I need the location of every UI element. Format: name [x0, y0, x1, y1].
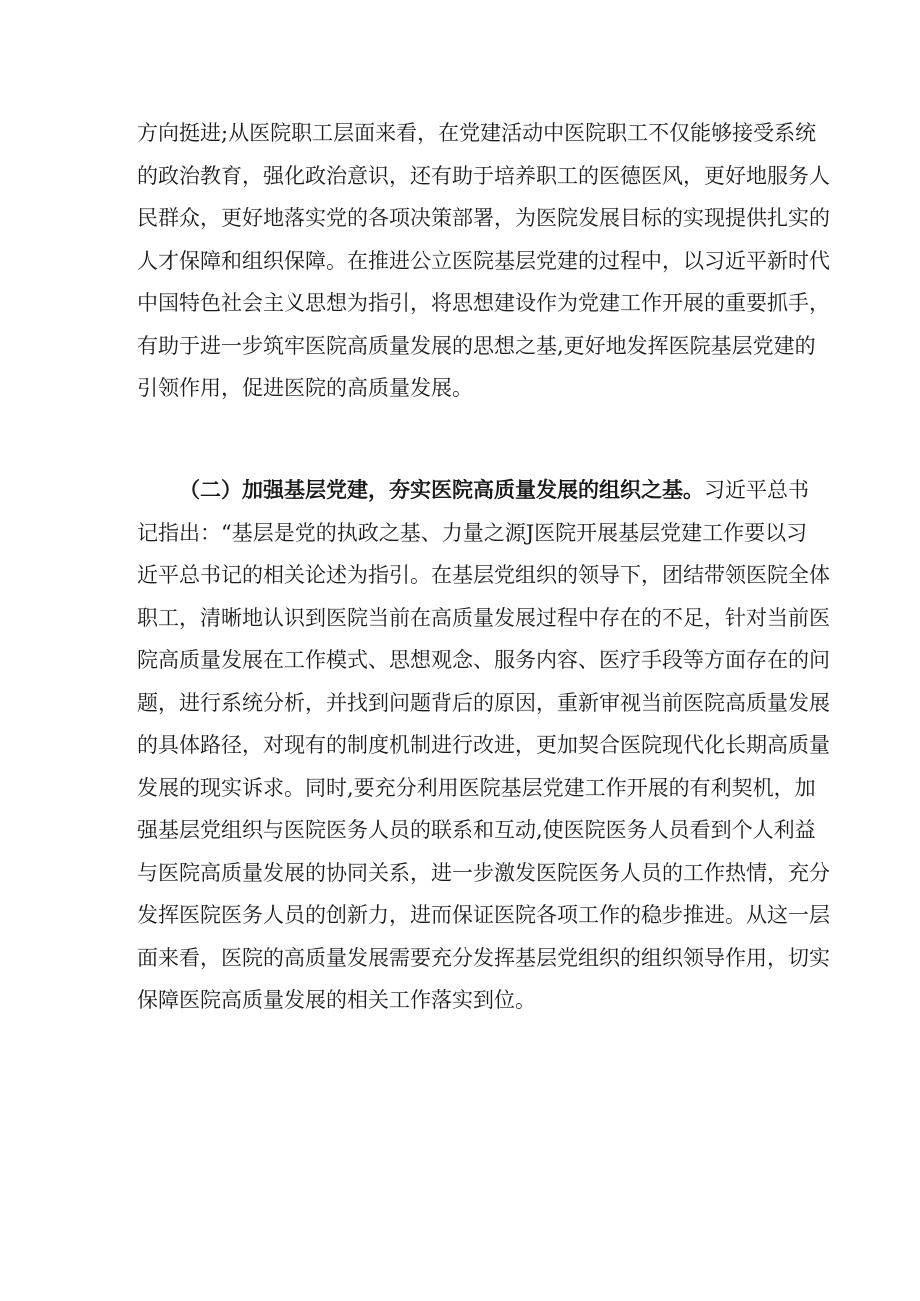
paragraph-line: 保障医院高质量发展的相关工作落实到位。 — [137, 988, 536, 1012]
paragraph-line: 发展的现实诉求。同时,要充分利用医院基层党建工作开展的有利契机，加 — [137, 775, 816, 800]
paragraph-line: 引领作用，促进医院的高质量发展。 — [137, 376, 473, 400]
paragraph-line: 的具体路径，对现有的制度机制进行改进，更加契合医院现代化长期高质量 — [137, 733, 830, 757]
paragraph-line: 题，进行系统分析，并找到问题背后的原因，重新审视当前医院高质量发展 — [137, 690, 830, 715]
paragraph-line: 的政治教育，强化政治意识，还有助于培养职工的医德医风，更好地服务人 — [137, 163, 830, 188]
paragraph-first-line — [137, 469, 809, 512]
paragraph-line: 中国特色社会主义思想为指引，将思想建设作为党建工作开展的重要抓手， — [137, 291, 830, 315]
paragraph-line: 人才保障和组织保障。在推进公立医院基层党建的过程中，以习近平新时代 — [137, 248, 830, 273]
paragraph-2 — [137, 469, 830, 1022]
paragraph-line: 记指出：“基层是党的执政之基、力量之源J医院开展基层党建工作要以习 — [137, 520, 808, 545]
section-heading: （二）加强基层党建，夯实医院高质量发展的组织之基。 — [179, 477, 704, 502]
paragraph-line-rest: 习近平总书 — [704, 478, 809, 502]
paragraph-line: 院高质量发展在工作模式、思想观念、服务内容、医疗手段等方面存在的问 — [137, 648, 830, 672]
paragraph-line: 与医院高质量发展的协同关系，进一步激发医院医务人员的工作热情，充分 — [137, 860, 830, 885]
paragraph-line: 近平总书记的相关论述为指引。在基层党组织的领导下，团结带领医院全体 — [137, 563, 830, 587]
paragraph-line: 面来看，医院的高质量发展需要充分发挥基层党组织的组织领导作用，切实 — [137, 945, 830, 970]
paragraph-line: 有助于进一步筑牢医院高质量发展的思想之基,更好地发挥医院基层党建的 — [137, 333, 816, 358]
paragraph-line: 方向挺进;从医院职工层面来看，在党建活动中医院职工不仅能够接受系统 — [137, 121, 817, 145]
paragraph-line: 民群众，更好地落实党的各项决策部署，为医院发展目标的实现提供扎实的 — [137, 206, 830, 230]
paragraph-1 — [137, 112, 830, 410]
paragraph-line: 职工，清晰地认识到医院当前在高质量发展过程中存在的不足，针对当前医 — [137, 605, 830, 630]
paragraph-line: 发挥医院医务人员的创新力，进而保证医院各项工作的稳步推进。从这一层 — [137, 903, 830, 927]
paragraph-line: 强基层党组织与医院医务人员的联系和互动,使医院医务人员看到个人利益 — [137, 818, 816, 842]
